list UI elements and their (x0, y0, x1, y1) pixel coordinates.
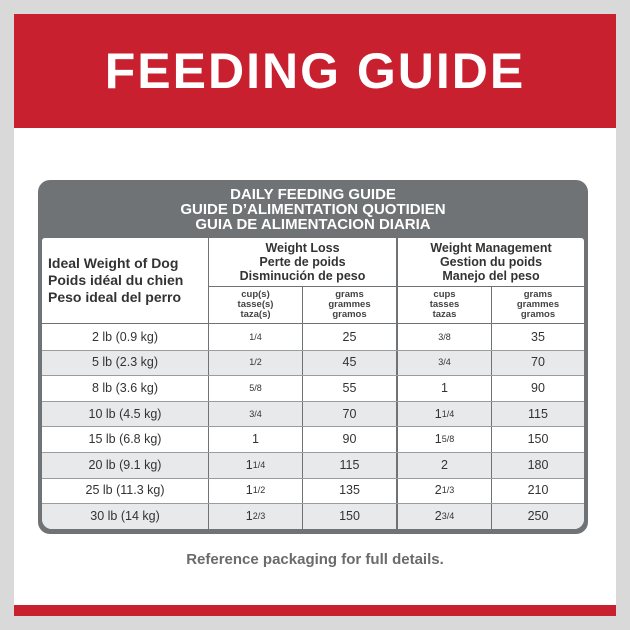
mgmt-cups-cell: 1 1/4 (398, 401, 491, 427)
weight-cell: 20 lb (9.1 kg) (42, 452, 208, 478)
mgmt-grams-cell: 115 (492, 401, 584, 427)
weight-management-label-en: Weight Management (430, 241, 552, 255)
weight-loss-header (209, 238, 396, 286)
table-heading-fr: GUIDE D’ALIMENTATION QUOTIDIEN (180, 200, 446, 218)
fraction: 1/2 (249, 357, 262, 368)
fraction: 3/8 (438, 331, 451, 342)
mgmt-grams-cell: 35 (531, 329, 545, 344)
loss-grams-cell: 90 (342, 432, 357, 447)
mgmt-cups-cell (398, 350, 491, 376)
fraction: 2/3 (252, 510, 266, 521)
weight-loss-label-en: Weight Loss (265, 241, 340, 255)
loss-cups-cell (209, 375, 302, 401)
mgmt-cups-cell: 1 5/8 (434, 432, 455, 447)
feeding-table-card (38, 180, 588, 534)
mgmt-grams-header (492, 286, 584, 323)
weight-cell: 10 lb (4.5 kg) (42, 401, 208, 427)
fraction: 3/4 (441, 510, 455, 521)
mgmt-cups-cell: 2 3/4 (398, 503, 491, 529)
loss-grams-cell: 25 (342, 329, 357, 344)
weight-management-label-fr: Gestion du poids (439, 255, 543, 269)
loss-grams-cell: 45 (303, 350, 396, 376)
mgmt-grams-header-es: gramos (520, 308, 556, 320)
page-title: FEEDING GUIDE (104, 43, 526, 99)
weight-cell: 8 lb (3.6 kg) (91, 380, 158, 395)
fraction: 3/4 (249, 408, 262, 419)
footnote: Reference packaging for full details. (186, 551, 444, 568)
loss-grams-cell: 135 (339, 483, 360, 498)
fraction: 1/4 (249, 331, 262, 342)
loss-cups-header (209, 286, 302, 323)
mgmt-grams-cell: 210 (527, 483, 549, 498)
weight-management-header (398, 238, 584, 286)
row-divider (42, 452, 584, 453)
mgmt-grams-cell: 70 (492, 350, 584, 376)
weight-header-en: Ideal Weight of Dog (48, 255, 179, 271)
weight-loss-label-fr: Perte de poids (259, 255, 346, 269)
fraction: 1/4 (252, 459, 266, 470)
loss-grams-header (303, 286, 396, 323)
weight-cell: 2 lb (0.9 kg) (91, 329, 158, 344)
loss-cups-header-fr: tasse(s) (237, 298, 274, 310)
loss-grams-cell: 70 (303, 401, 396, 427)
weight-cell: 5 lb (2.3 kg) (42, 350, 208, 376)
weight-cell: 15 lb (6.8 kg) (88, 432, 162, 447)
mgmt-cups-header-fr: tasses (429, 298, 460, 310)
divider (208, 286, 584, 287)
mgmt-cups-cell: 2 1/3 (434, 483, 455, 498)
loss-cups-cell (209, 401, 302, 427)
fraction: 1/4 (441, 408, 455, 419)
row-divider (42, 350, 584, 351)
weight-header-fr: Poids idéal du chien (48, 272, 184, 288)
loss-cups-cell (209, 350, 302, 376)
mgmt-cups-header (398, 286, 491, 323)
loss-grams-header-en: grams (335, 288, 364, 300)
weight-cell: 30 lb (14 kg) (42, 503, 208, 529)
weight-column-header (42, 238, 208, 323)
feeding-guide-panel (14, 14, 616, 616)
mgmt-grams-header-en: grams (523, 288, 553, 300)
footer-bar (14, 605, 616, 616)
mgmt-cups-cell (398, 324, 491, 350)
row-divider (42, 426, 584, 427)
loss-cups-header-es: taza(s) (240, 308, 271, 320)
weight-management-label-es: Manejo del peso (442, 269, 540, 283)
weight-loss-label-es: Disminución de peso (239, 269, 366, 283)
loss-grams-header-es: gramos (332, 308, 367, 320)
fraction: 5/8 (249, 382, 262, 393)
loss-grams-cell: 150 (303, 503, 396, 529)
weight-cell: 25 lb (11.3 kg) (85, 483, 165, 498)
mgmt-grams-header-fr: grammes (516, 298, 560, 310)
loss-cups-cell: 1 (252, 432, 259, 447)
loss-cups-header-en: cup(s) (241, 288, 270, 300)
fraction: 1/3 (441, 485, 455, 496)
weight-header-es: Peso ideal del perro (48, 289, 182, 305)
mgmt-cups-cell: 1 (441, 380, 448, 395)
mgmt-grams-cell: 250 (492, 503, 584, 529)
mgmt-grams-cell: 90 (531, 380, 545, 395)
loss-grams-cell: 115 (303, 452, 396, 478)
mgmt-cups-header-en: cups (433, 288, 456, 300)
mgmt-cups-cell: 2 (398, 452, 491, 478)
table-heading-es: GUIA DE ALIMENTACION DIARIA (195, 215, 431, 233)
mgmt-grams-cell: 150 (527, 432, 549, 447)
feeding-table (42, 238, 584, 529)
fraction: 3/4 (438, 357, 451, 368)
loss-grams-cell: 55 (342, 380, 357, 395)
loss-grams-header-fr: grammes (328, 298, 371, 310)
loss-cups-cell: 1 2/3 (209, 503, 302, 529)
row-divider (42, 478, 584, 479)
row-divider (42, 375, 584, 376)
loss-cups-cell: 1 1/2 (245, 483, 266, 498)
loss-cups-cell (209, 324, 302, 350)
row-divider (42, 503, 584, 504)
fraction: 5/8 (441, 434, 455, 445)
table-heading (38, 180, 588, 238)
title-banner (14, 14, 616, 128)
table-heading-en: DAILY FEEDING GUIDE (230, 185, 396, 203)
fraction: 1/2 (252, 485, 266, 496)
loss-cups-cell: 1 1/4 (209, 452, 302, 478)
row-divider (42, 401, 584, 402)
mgmt-grams-cell: 180 (492, 452, 584, 478)
mgmt-cups-header-es: tazas (432, 308, 457, 320)
